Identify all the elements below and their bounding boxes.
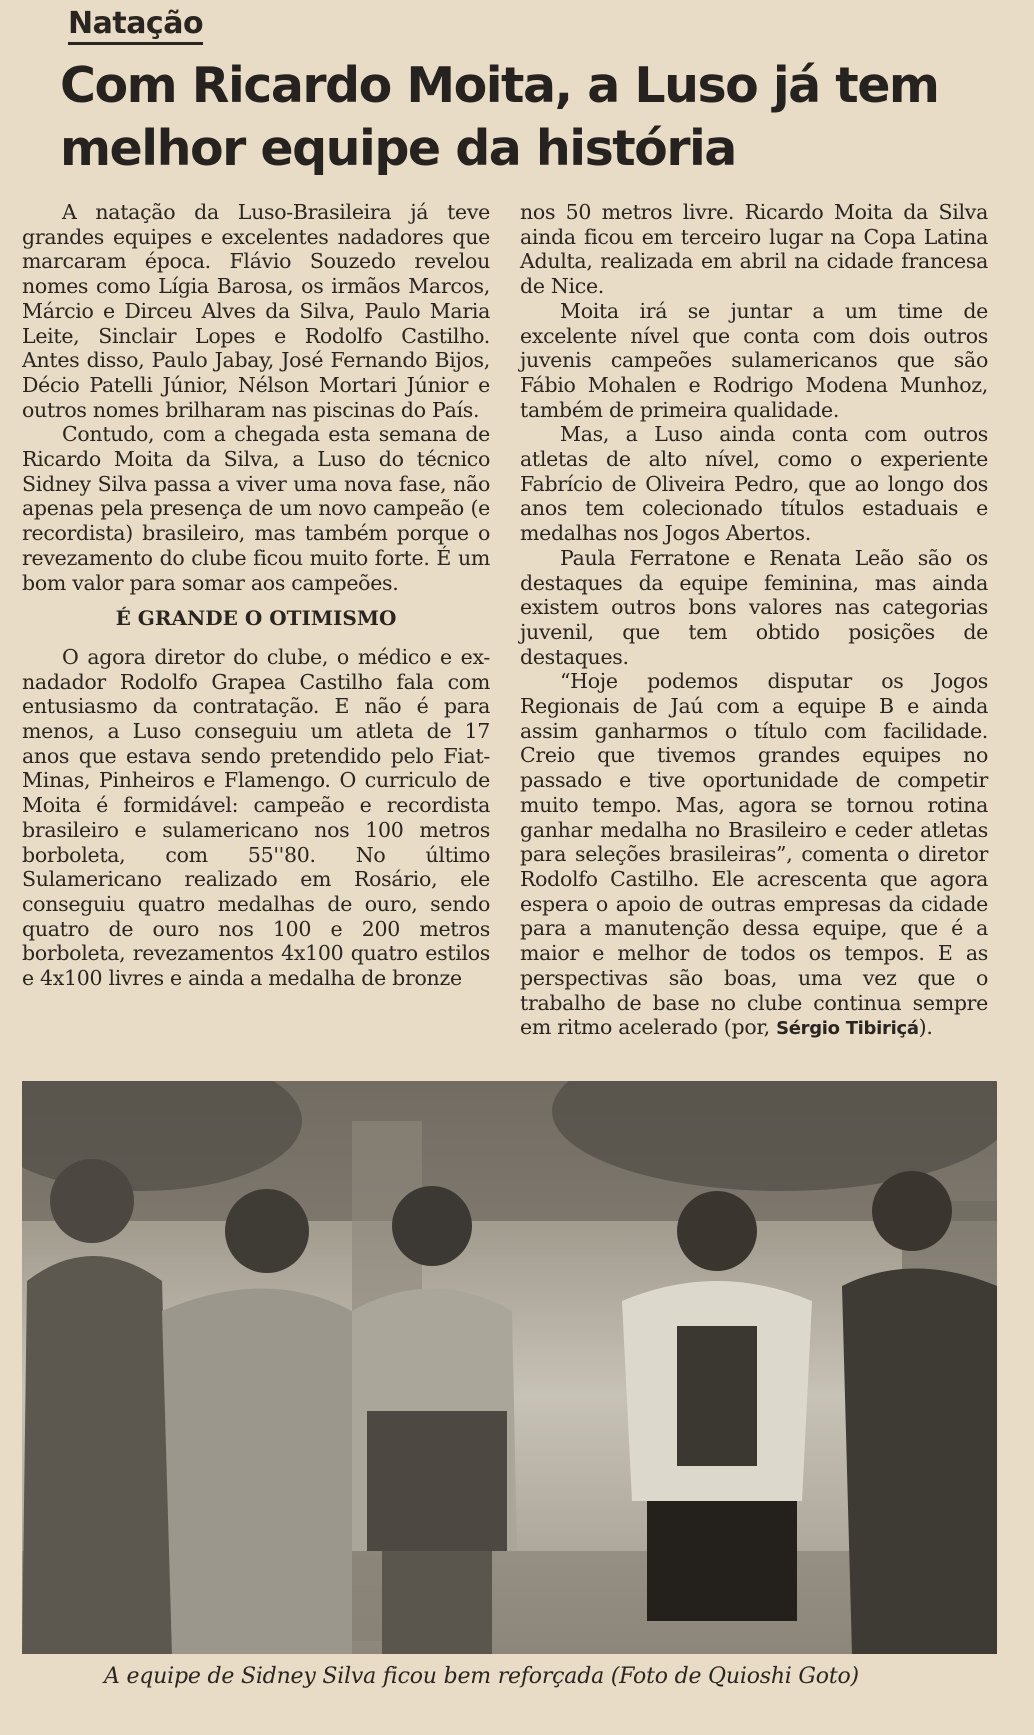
paragraph: Moita irá se juntar a um time de excelente nível que conta com dois outros juvenis campeões sulamericanos que são Fábio Mohalen e Rodrigo Modena Munhoz, também de primeira qualidade. [520,298,988,422]
byline-end: ). [918,1015,933,1040]
byline: Sérgio Tibiriçá [776,1018,919,1040]
photo-caption: A equipe de Sidney Silva ficou bem reforçada (Foto de Quioshi Goto) [104,1664,859,1689]
photo-group-of-swimmers-icon [22,1081,997,1654]
section-label: Natação [68,6,203,45]
paragraph: Paula Ferratone e Renata Leão são os destaques da equipe feminina, mas ainda existem outros bons valores nas categorias juvenil, que tem obtido posições de destaques. [520,545,988,669]
paragraph: O agora diretor do clube, o médico e ex-nadador Rodolfo Grapea Castilho fala com entusiasmo da contratação. E não é para menos, a Luso conseguiu um atleta de 17 anos que estava sendo pretendido pelo Fiat-Minas, Pinheiros e Flamengo. O curriculo de Moita é formidável: campeão e recordista brasileiro e sulamericano nos 100 metros borboleta, com 55''80. No último Sulamericano realizado em Rosário, ele conseguiu quatro medalhas de ouro, sendo quatro de ouro nos 100 e 200 metros borboleta, revezamentos 4x100 quatro estilos e 4x100 livres e ainda a medalha de bronze [22,644,490,991]
headline: Com Ricardo Moita, a Luso já tem melhor equipe da história [60,57,939,177]
paragraph-continuation: nos 50 metros livre. Ricardo Moita da Silva ainda ficou em terceiro lugar na Copa Latina Adulta, realizada em abril na cidade francesa de Nice. [520,200,988,299]
left-column [22,200,490,991]
paragraph: Contudo, com a chegada esta semana de Ricardo Moita da Silva, a Luso do técnico Sidney Silva passa a viver uma nova fase, não apenas pela presença de um novo campeão (e recordista) brasileiro, mas também porque o revezamento do clube ficou muito forte. É um bom valor para somar aos campeões. [22,422,490,595]
paragraph: Mas, a Luso ainda conta com outros atletas de alto nível, como o experiente Fabrício de Oliveira Pedro, que ao longo dos anos tem colecionado títulos estaduais e medalhas nos Jogos Abertos. [520,422,988,546]
right-column [520,200,988,1042]
quote-text: “Hoje podemos disputar os Jogos Regionais de Jaú com a equipe B e ainda assim ganharmos o título com facilidade. Creio que tivemos grandes equipes no passado e tive oportunidade de competir muito tempo. Mas, agora se tornou rotina ganhar medalha no Brasileiro e ceder atletas para seleções brasileiras”, comenta o diretor Rodolfo Castilho. Ele acrescenta que agora espera o apoio de outras empresas da cidade para a manutenção dessa equipe, que é a maior e melhor de todos os tempos. E as perspectivas são boas, uma vez que o trabalho de base no clube continua sempre em ritmo acelerado (por, [520,669,988,1040]
paragraph: A natação da Luso-Brasileira já teve grandes equipes e excelentes nadadores que marcaram época. Flávio Souzedo revelou nomes como Lígia Barosa, os irmãos Marcos, Márcio e Dirceu Alves da Silva, Paulo Maria Leite, Sinclair Lopes e Rodolfo Castilho. Antes disso, Paulo Jabay, José Fernando Bijos, Décio Patelli Júnior, Nélson Mortari Júnior e outros nomes brilharam nas piscinas do País. [22,200,490,422]
quote-paragraph [520,669,988,1042]
subheading: É GRANDE O OTIMISMO [115,606,397,631]
photo-illustration [22,1081,997,1654]
